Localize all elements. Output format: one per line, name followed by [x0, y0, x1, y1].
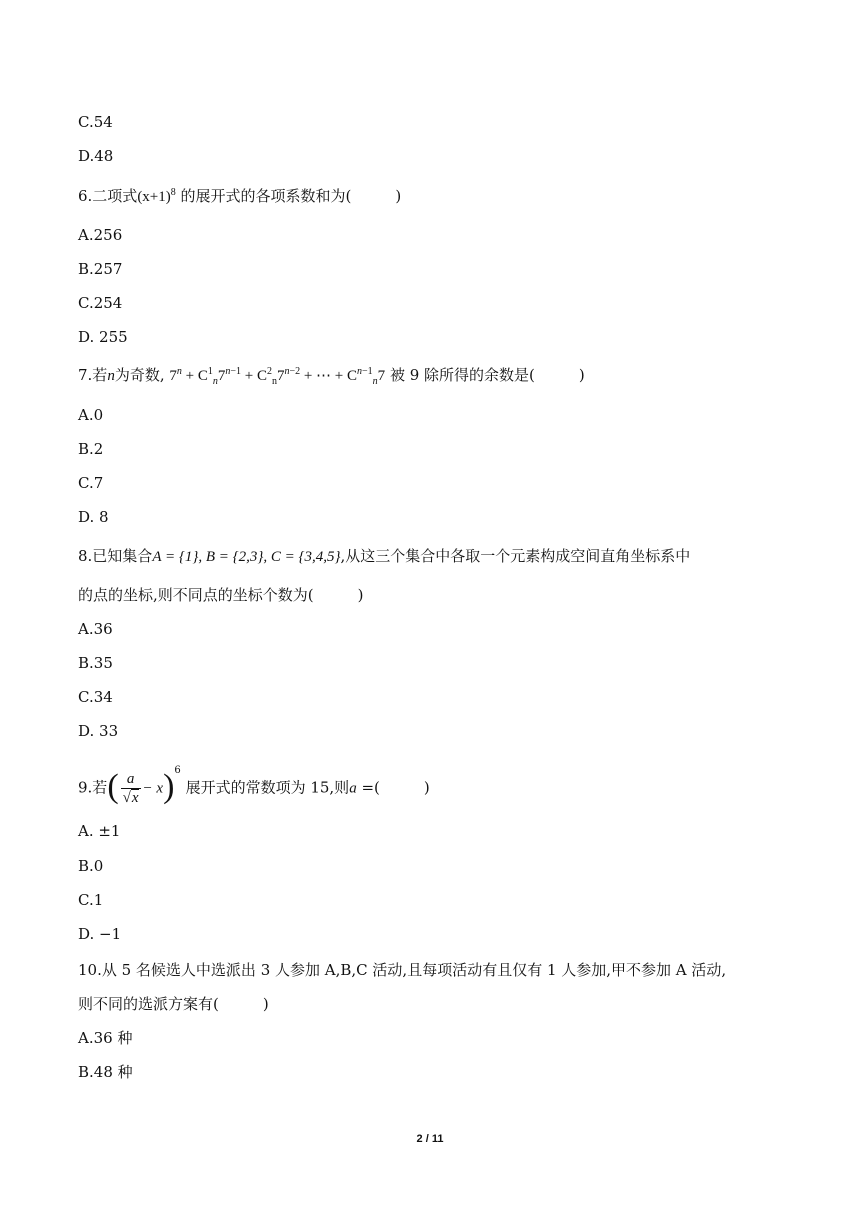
option-q5-d: D.48	[78, 147, 114, 165]
option-q10-a: A.36 种	[78, 1029, 133, 1047]
question-9-number: 9.若	[78, 778, 108, 797]
option-q9-a: A. ±1	[78, 822, 121, 840]
question-10-line-1: 10.从 5 名候选人中选派出 3 人参加 A,B,C 活动,且每项活动有且仅有 1 人参加,甲不参加 A 活动,	[78, 961, 727, 979]
question-8-line-2	[78, 585, 363, 605]
page-number: 2 / 11	[416, 1133, 444, 1145]
question-6-paren-close: )	[395, 187, 402, 205]
question-7-variable: n	[107, 368, 115, 384]
question-8-stem: ,从这三个集合中各取一个元素构成空间直角坐标系中	[340, 547, 691, 565]
option-q9-d: D. −1	[78, 925, 122, 943]
question-6-expression: $(x+1)^8$	[137, 187, 176, 205]
question-6-number: 6.二项式	[78, 187, 138, 205]
question-10-line-2	[78, 994, 269, 1014]
question-6-stem: 的展开式的各项系数和为(	[180, 187, 352, 205]
option-q6-d: D. 255	[78, 328, 128, 346]
option-q8-c: C.34	[78, 688, 113, 706]
option-q8-d: D. 33	[78, 722, 119, 740]
option-q9-b: B.0	[78, 857, 104, 875]
option-q7-c: C.7	[78, 474, 104, 492]
question-9-stem: 展开式的常数项为 15,则	[185, 778, 350, 797]
question-7-paren-close: )	[578, 366, 585, 384]
question-7-number: 7.若	[78, 366, 108, 384]
option-q7-a: A.0	[78, 406, 104, 424]
question-9-minus-x: − x	[142, 780, 164, 797]
question-8-sets: A = {1}, B = {2,3}, C = {3,4,5}	[152, 549, 341, 565]
question-9-paren-close: )	[423, 778, 430, 797]
question-9-exponent: 6	[174, 764, 181, 776]
question-8-stem-cont: 的点的坐标,则不同点的坐标个数为(	[78, 586, 314, 604]
option-q8-a: A.36	[78, 620, 113, 638]
question-9-fraction: $\frac{a}{√x}$	[122, 771, 139, 806]
option-q6-b: B.257	[78, 260, 123, 278]
option-q6-c: C.254	[78, 294, 123, 312]
question-7-condition: 为奇数,	[114, 366, 165, 384]
question-8-number: 8.已知集合	[78, 547, 153, 565]
question-9-variable: a	[349, 780, 357, 797]
question-10-paren-close: )	[262, 995, 269, 1013]
option-q5-c: C.54	[78, 113, 113, 131]
option-q10-b: B.48 种	[78, 1063, 133, 1081]
option-q7-d: D. 8	[78, 508, 109, 526]
question-6	[78, 186, 401, 207]
question-8-paren-close: )	[357, 586, 364, 604]
question-7-expression: $7^n + C^1_n7^{n-1} + C^2_n7^{n-2}$ + ⋯ + $C^{n-1}_n7$	[169, 366, 386, 387]
option-q8-b: B.35	[78, 654, 113, 672]
question-7-stem: 被 9 除所得的余数是(	[389, 366, 535, 384]
question-8-line-1	[78, 546, 690, 567]
option-q6-a: A.256	[78, 226, 123, 244]
question-7	[78, 365, 585, 386]
question-10-stem: 则不同的选派方案有(	[78, 995, 219, 1013]
question-9: 9.若( $\frac{a}{√x}$ − x)$^6$ 展开式的常数项为 15,则a =( )	[78, 764, 430, 806]
option-q9-c: C.1	[78, 891, 104, 909]
option-q7-b: B.2	[78, 440, 104, 458]
